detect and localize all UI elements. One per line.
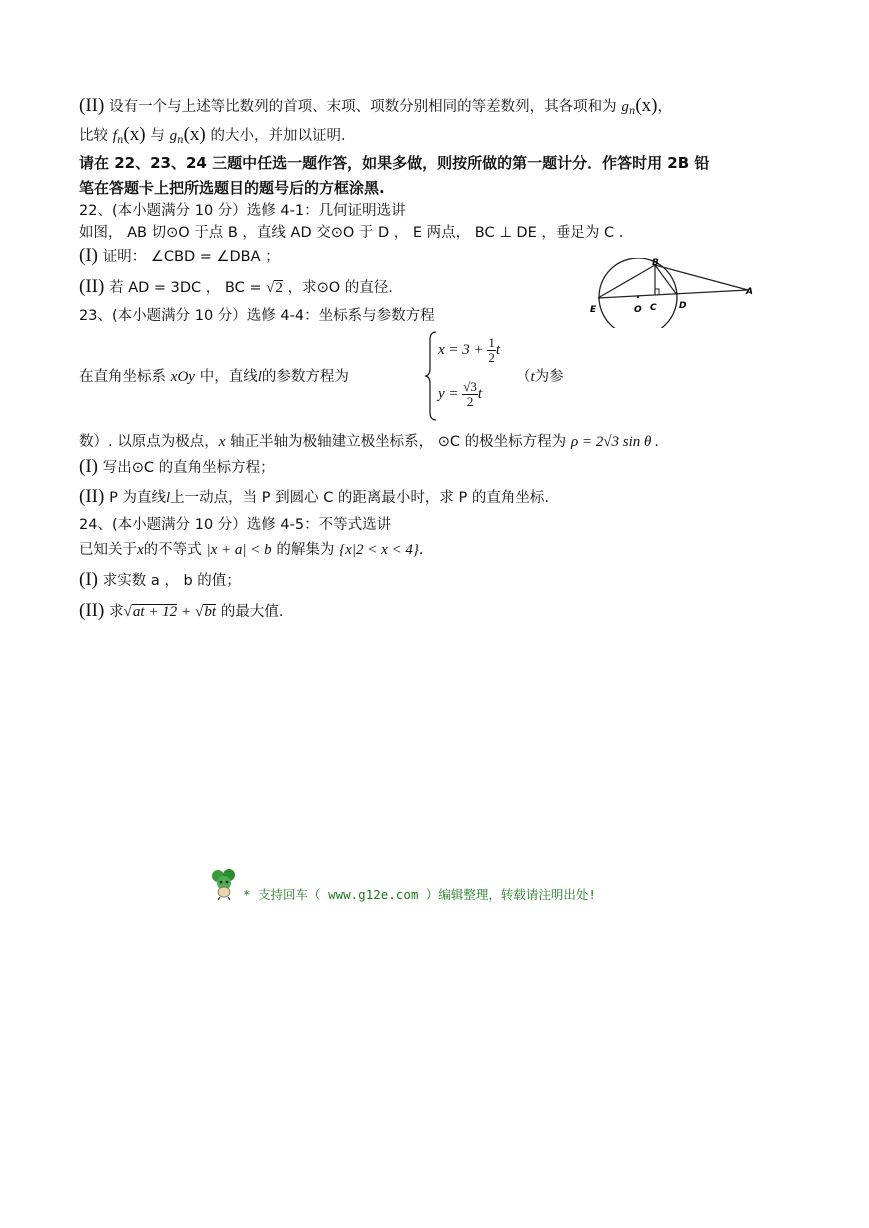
q21-part2-text: 设有一个与上述等比数列的首项、末项、项数分别相同的等差数列，其各项和为 — [109, 99, 617, 115]
q23-part2-a: P 为直线 — [109, 490, 166, 506]
q24-part1-text: 求实数 a ， b 的值； — [102, 573, 241, 589]
footer — [208, 868, 668, 902]
clover-mascot-icon — [208, 868, 240, 900]
q21-compare-line — [79, 125, 346, 151]
eq-x-num: 1 — [488, 335, 495, 350]
q24-part2-b: 的最大值. — [220, 604, 284, 620]
q21-fn-sub: n — [116, 135, 124, 146]
q23-part1-label: (I) — [79, 456, 98, 477]
line-ba — [655, 265, 748, 290]
q21-compare-c: 的大小，并加以证明. — [210, 128, 346, 144]
q24-solution-set: {x|2 < x < 4} — [339, 542, 419, 558]
parametric-system — [424, 330, 524, 422]
eq-y-frac — [462, 380, 478, 409]
q23-part2-label: (II) — [79, 486, 105, 507]
q21-gn-arg: (x) — [635, 95, 658, 116]
q24-part1-label: (I) — [79, 569, 98, 590]
q21-part2-label: (II) — [79, 95, 105, 116]
footer-text: * 支持回车（ www.g12e.com ）编辑整理，转载请注明出处! — [243, 887, 596, 902]
q23-line2-x: x — [218, 434, 226, 450]
eq-x-t: t — [495, 341, 501, 358]
center-dot — [637, 296, 639, 298]
eq-y-t: t — [477, 385, 483, 402]
q21-gn: g — [621, 99, 629, 115]
q24-part2-a: 求 — [109, 604, 124, 620]
label-o: O — [634, 305, 642, 315]
q21-fn: f — [112, 128, 117, 144]
q24-plus: + — [181, 604, 191, 620]
eq-y-lhs: y = — [438, 385, 459, 402]
q22-stem: 如图， AB 切⊙O 于点 B ，直线 AD 交⊙O 于 D ， E 两点， BC ⊥ DE ，垂足为 C . — [79, 225, 624, 241]
q21-part2-line — [79, 96, 672, 122]
label-a: A — [746, 287, 753, 297]
instruction-line-1: 请在 22、23、24 三题中任选一题作答，如果多做，则按所做的第一题计分．作答时用 2B 铅 — [79, 154, 710, 172]
q24-part1 — [79, 570, 241, 591]
q24-stem-b: 的不等式 — [143, 542, 202, 558]
q23-part1-text: 写出⊙C 的直角坐标方程； — [102, 460, 275, 476]
q24-part2-label: (II) — [79, 600, 105, 621]
q21-compare-a: 比较 — [79, 128, 108, 144]
q22-header: 22、(本小题满分 10 分）选修 4-1：几何证明选讲 — [79, 203, 406, 219]
q24-sqrt-1: at + 12 — [132, 604, 178, 620]
q23-xoy: xOy — [170, 369, 195, 385]
eq-x — [438, 336, 500, 365]
q21-gn2: g — [169, 128, 178, 144]
circle-tangent-figure — [588, 258, 760, 328]
q23-l: l — [257, 369, 262, 385]
q21-gn-sub: n — [628, 106, 636, 117]
q21-gn2-sub: n — [177, 135, 184, 146]
q23-part2-l: l — [165, 490, 171, 506]
q22-part1 — [79, 246, 280, 267]
instruction-line-2: 笔在答题卡上把所选题目的题号后的方框涂黑. — [79, 179, 385, 197]
q24-stem-a: 已知关于 — [79, 542, 137, 558]
line-ea — [598, 290, 748, 298]
q21-gn2-arg: (x) — [183, 124, 206, 145]
q24-sqrt-2: bt — [204, 604, 217, 620]
q24-part2: (II) 求√at + 12 + √bt 的最大值. — [79, 600, 284, 621]
eq-x-lhs: x = 3 + — [438, 341, 484, 358]
q24-stem — [79, 539, 423, 560]
label-c: C — [650, 303, 657, 313]
eq-y — [438, 380, 482, 409]
q23-stem-c: 的参数方程为 — [261, 369, 349, 385]
q23-t: t — [530, 369, 535, 385]
q22-part1-label: (I) — [79, 245, 98, 266]
q22-part2: (II) 若 AD = 3DC ， BC = √2 ，求⊙O 的直径. — [79, 276, 393, 297]
q22-part2-label: (II) — [79, 276, 105, 297]
q23-stem-d: （ — [516, 369, 531, 385]
q22-sqrt-value: 2 — [275, 280, 283, 296]
q23-stem-e: 为参 — [534, 369, 564, 385]
q21-fn-arg: (x) — [123, 124, 146, 145]
eq-y-den: 2 — [466, 394, 474, 409]
q24-header: 24、(本小题满分 10 分）选修 4-5：不等式选讲 — [79, 517, 392, 533]
line-be — [598, 265, 655, 298]
q23-stem-b: 中，直线 — [199, 369, 258, 385]
q21-part2-end: ， — [657, 99, 672, 115]
q23-polar-eq: ρ = 2√3 sin θ . — [570, 434, 659, 450]
label-d: D — [679, 301, 687, 311]
q23-stem — [79, 366, 349, 387]
eq-x-frac — [487, 336, 496, 365]
q23-line2 — [79, 431, 659, 452]
label-e: E — [590, 305, 597, 315]
eq-x-den: 2 — [488, 350, 495, 365]
eq-y-num: √3 — [463, 379, 477, 394]
q23-stem-a: 在直角坐标系 — [79, 369, 166, 385]
q24-inequality: |x + a| < b — [206, 542, 272, 558]
q22-part2-text-a: 若 AD = 3DC ， BC = — [109, 280, 267, 296]
q23-header: 23、(本小题满分 10 分）选修 4-4：坐标系与参数方程 — [79, 308, 435, 324]
q22-part1-text: 证明： ∠CBD = ∠DBA ； — [102, 249, 280, 265]
q23-part1 — [79, 457, 275, 478]
q23-part2-b: 上一动点，当 P 到圆心 C 的距离最小时，求 P 的直角坐标. — [170, 490, 549, 506]
q23-part2 — [79, 487, 549, 508]
circle-o — [599, 258, 677, 328]
q22-part2-text-b: ，求⊙O 的直径. — [287, 280, 393, 296]
q23-line2-a: 数）. 以原点为极点， — [79, 434, 219, 450]
q21-compare-b: 与 — [150, 128, 165, 144]
label-b: B — [652, 258, 659, 268]
left-brace — [424, 330, 438, 422]
q23-line2-b: 轴正半轴为极轴建立极坐标系， ⊙C 的极坐标方程为 — [230, 434, 567, 450]
q24-stem-c: 的解集为 — [276, 542, 335, 558]
q24-x: x — [137, 542, 144, 558]
q24-stem-end: . — [418, 542, 424, 558]
